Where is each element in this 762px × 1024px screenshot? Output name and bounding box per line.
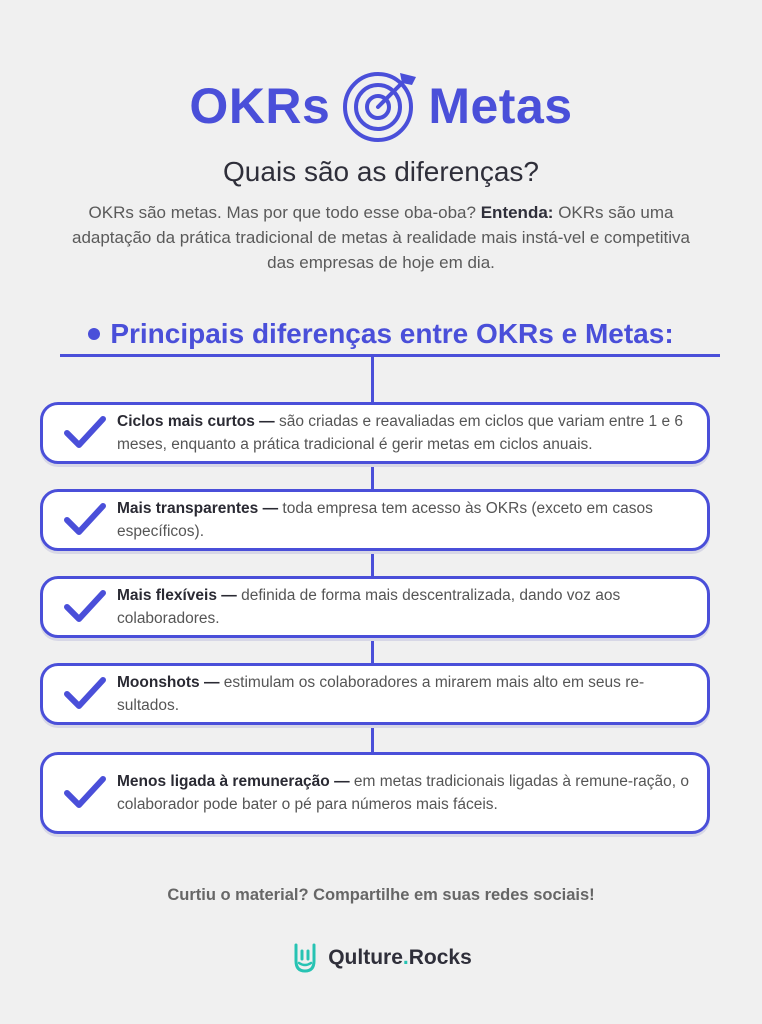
title-okrs: OKRs bbox=[189, 78, 331, 134]
section-heading-text: Principais diferenças entre OKRs e Metas: bbox=[110, 318, 674, 349]
card-lead: Mais flexíveis — bbox=[117, 587, 237, 604]
share-call-to-action: Curtiu o material? Compartilhe em suas redes sociais! bbox=[167, 886, 595, 904]
card-lead: Mais transparentes — bbox=[117, 500, 279, 517]
brand-name bbox=[328, 946, 472, 970]
check-icon bbox=[63, 589, 107, 625]
card-text bbox=[117, 671, 693, 717]
bullet-dot bbox=[88, 328, 100, 340]
intro-bold: Entenda: bbox=[480, 203, 554, 222]
difference-card-5 bbox=[40, 752, 710, 834]
brand-logo[interactable] bbox=[0, 940, 762, 976]
card-lead: Menos ligada à remuneração — bbox=[117, 773, 350, 790]
card-body: estimulam os colaboradores a mirarem mais alto em seus re-sultados. bbox=[117, 674, 645, 714]
check-icon bbox=[63, 502, 107, 538]
difference-card-2 bbox=[40, 489, 710, 551]
title-metas: Metas bbox=[428, 78, 573, 134]
target-icon bbox=[340, 67, 418, 145]
card-body: toda empresa tem acesso às OKRs (exceto em casos específicos). bbox=[117, 500, 653, 540]
difference-card-1 bbox=[40, 402, 710, 464]
check-icon bbox=[63, 775, 107, 811]
card-text bbox=[117, 770, 693, 816]
rock-hand-logo-icon bbox=[290, 941, 320, 975]
subtitle: Quais são as diferenças? bbox=[223, 156, 539, 187]
difference-card-3 bbox=[40, 576, 710, 638]
intro-part2: OKRs são uma adaptação da prática tradicional de metas à realidade mais instá-vel e competitiva das empresas de hoje em dia. bbox=[71, 203, 690, 272]
card-text bbox=[117, 410, 693, 456]
brand-main: Qulture bbox=[328, 946, 403, 969]
check-icon bbox=[63, 415, 107, 451]
brand-dot: . bbox=[402, 946, 409, 969]
card-body: em metas tradicionais ligadas à remune-ração, o colaborador pode bater o pé para números mais fáceis. bbox=[117, 773, 690, 813]
card-body: são criadas e reavaliadas em ciclos que variam entre 1 e 6 meses, enquanto a prática tradicional é gerir metas em ciclos anuais. bbox=[117, 413, 684, 453]
difference-card-4 bbox=[40, 663, 710, 725]
section-heading bbox=[0, 318, 762, 350]
intro-part1: OKRs são metas. Mas por que todo esse oba-oba? bbox=[88, 203, 476, 222]
card-lead: Moonshots — bbox=[117, 674, 220, 691]
card-lead: Ciclos mais curtos — bbox=[117, 413, 275, 430]
intro-paragraph bbox=[70, 200, 692, 275]
check-icon bbox=[63, 676, 107, 712]
heading-underline bbox=[60, 354, 720, 357]
page-title bbox=[0, 76, 762, 136]
card-body: definida de forma mais descentralizada, dando voz aos colaboradores. bbox=[117, 587, 621, 627]
card-text bbox=[117, 497, 693, 543]
brand-end: Rocks bbox=[408, 946, 472, 969]
card-text bbox=[117, 584, 693, 630]
